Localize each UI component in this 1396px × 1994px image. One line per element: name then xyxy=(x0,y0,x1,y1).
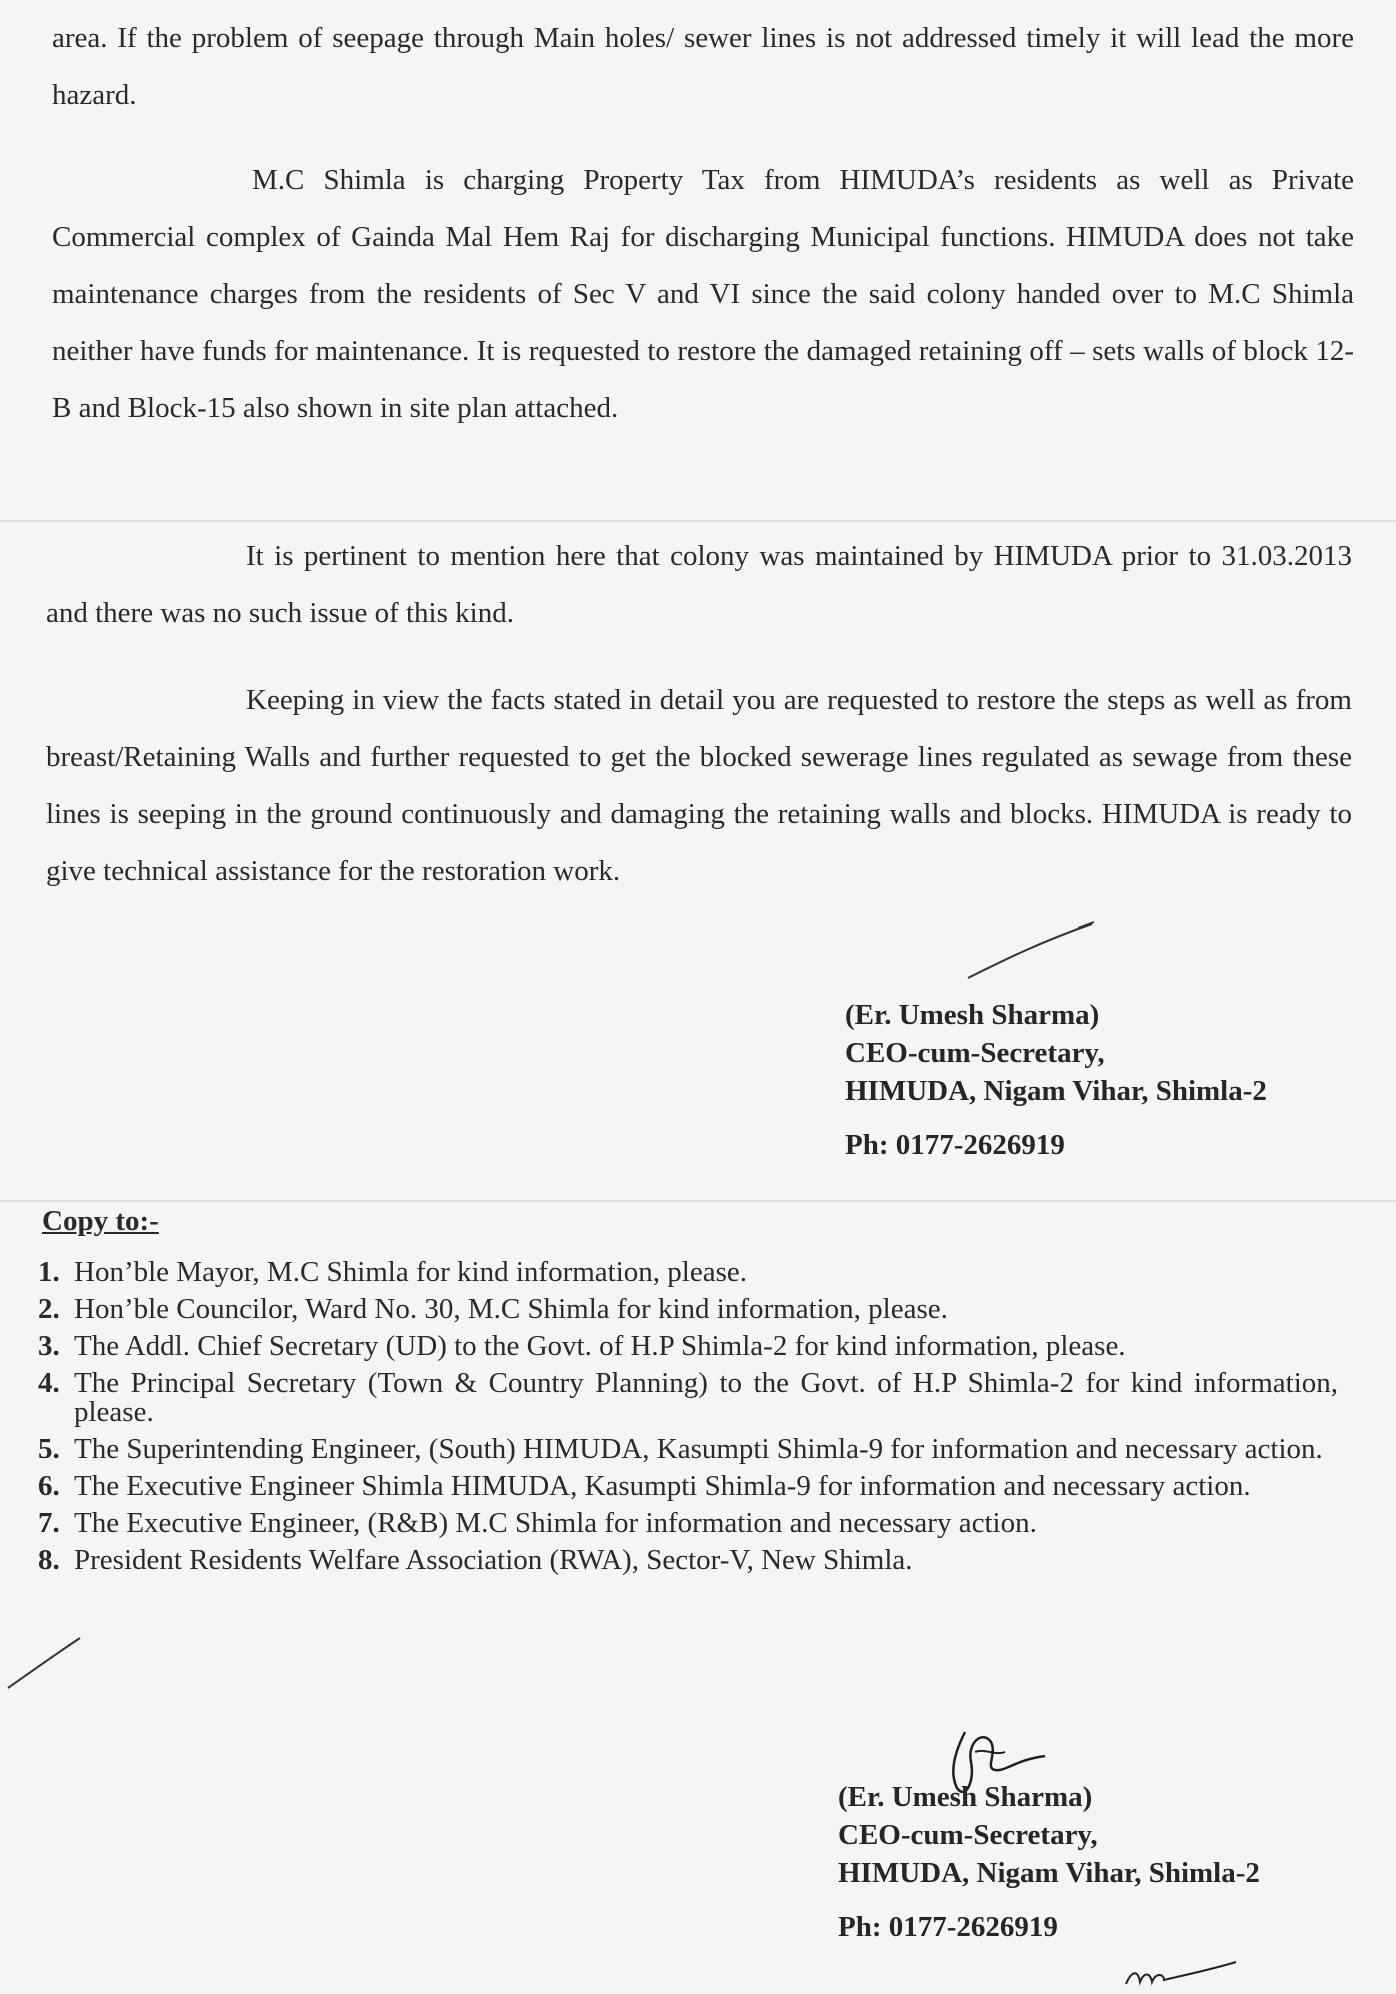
list-item: 6. The Executive Engineer Shimla HIMUDA, Kasumpti Shimla-9 for information and necessary action. xyxy=(38,1470,1251,1502)
list-item: 3. The Addl. Chief Secretary (UD) to the Govt. of H.P Shimla-2 for kind information, please. xyxy=(38,1330,1126,1362)
signatory-office: HIMUDA, Nigam Vihar, Shimla-2 xyxy=(845,1075,1267,1107)
copy-to-heading: Copy to:- xyxy=(42,1205,159,1237)
list-item: 4. The Principal Secretary (Town & Country Planning) to the Govt. of H.P Shimla-2 for kind information, please. xyxy=(38,1367,1338,1428)
signatory-office: HIMUDA, Nigam Vihar, Shimla-2 xyxy=(838,1857,1260,1889)
signatory-designation: CEO-cum-Secretary, xyxy=(838,1819,1098,1851)
paragraph-request: Keeping in view the facts stated in detail you are requested to restore the steps as well as from breast/Retaining Walls and further requested to get the blocked sewerage lines regulated as sewage from these lines is seeping in the ground continuously and damaging the retaining walls and blocks. HIMUDA is ready to give technical assistance for the restoration work. xyxy=(46,684,1352,887)
copy-to-list xyxy=(38,1258,1338,1583)
signatory-phone: Ph: 0177-2626919 xyxy=(845,1129,1065,1161)
list-item: 7. The Executive Engineer, (R&B) M.C Shimla for information and necessary action. xyxy=(38,1507,1037,1539)
initials-scribble-icon xyxy=(1120,1950,1240,1990)
paragraph-pertinent: It is pertinent to mention here that colony was maintained by HIMUDA prior to 31.03.2013 and there was no such issue of this kind. xyxy=(46,540,1352,629)
list-item: 8. President Residents Welfare Association (RWA), Sector-V, New Shimla. xyxy=(38,1544,913,1576)
fold-crease xyxy=(0,520,1396,522)
signatory-name: (Er. Umesh Sharma) xyxy=(838,1781,1093,1813)
signature-stroke-icon xyxy=(960,918,1100,982)
signatory-name: (Er. Umesh Sharma) xyxy=(845,999,1100,1031)
list-item: 1. Hon’ble Mayor, M.C Shimla for kind information, please. xyxy=(38,1256,747,1288)
signature-block-copy xyxy=(838,1778,1260,1946)
fold-crease xyxy=(0,1200,1396,1202)
paragraph-seepage: area. If the problem of seepage through Main holes/ sewer lines is not addressed timely it will lead the more hazard. xyxy=(52,22,1354,111)
signatory-designation: CEO-cum-Secretary, xyxy=(845,1037,1105,1069)
list-item: 5. The Superintending Engineer, (South) HIMUDA, Kasumpti Shimla-9 for information and necessary action. xyxy=(38,1433,1323,1465)
tick-mark-icon xyxy=(4,1632,84,1692)
signatory-phone: Ph: 0177-2626919 xyxy=(838,1911,1058,1943)
signature-block xyxy=(845,996,1267,1164)
list-item: 2. Hon’ble Councilor, Ward No. 30, M.C Shimla for kind information, please. xyxy=(38,1293,948,1325)
paragraph-property-tax: M.C Shimla is charging Property Tax from HIMUDA’s residents as well as Private Commercial complex of Gainda Mal Hem Raj for discharging Municipal functions. HIMUDA does not take maintenance charges from the residents of Sec V and VI since the said colony handed over to M.C Shimla neither have funds for maintenance. It is requested to restore the damaged retaining off – sets walls of block 12-B and Block-15 also shown in site plan attached. xyxy=(52,164,1354,424)
